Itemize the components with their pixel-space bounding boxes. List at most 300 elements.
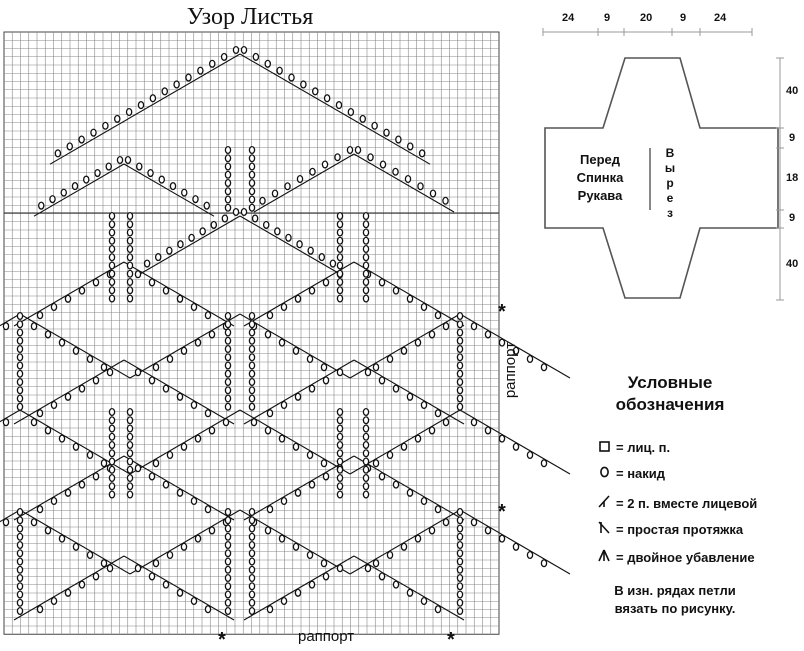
k2tog-icon xyxy=(596,494,612,511)
yarn-over-mark xyxy=(145,260,150,267)
yarn-over-mark xyxy=(93,279,98,286)
yarn-over-mark xyxy=(162,88,167,95)
yarn-over-mark xyxy=(499,435,504,442)
yarn-over-mark xyxy=(177,589,182,596)
rapport-bottom-label: раппорт xyxy=(298,628,355,645)
yarn-over-mark xyxy=(84,176,89,183)
yarn-over-mark xyxy=(109,442,114,449)
yarn-over-mark xyxy=(363,237,368,244)
yarn-over-mark xyxy=(51,598,56,605)
yarn-over-mark xyxy=(153,364,158,371)
yarn-over-mark xyxy=(225,533,230,540)
yarn-over-mark xyxy=(309,287,314,294)
yarn-over-mark xyxy=(379,473,384,480)
yarn-over-mark xyxy=(379,279,384,286)
yarn-over-mark xyxy=(249,558,254,565)
yarn-over-mark xyxy=(363,475,368,482)
yarn-over-mark xyxy=(181,543,186,550)
yarn-over-mark xyxy=(281,498,286,505)
yarn-over-mark xyxy=(407,589,412,596)
slip-decrease-icon xyxy=(596,520,612,537)
yarn-over-mark xyxy=(225,171,230,178)
yarn-over-mark xyxy=(45,331,50,338)
yarn-over-mark xyxy=(387,452,392,459)
yarn-over-mark xyxy=(17,337,22,344)
yarn-over-mark xyxy=(225,180,230,187)
yarn-over-mark xyxy=(167,356,172,363)
yarn-over-mark xyxy=(127,417,132,424)
yarn-over-mark xyxy=(337,229,342,236)
yarn-over-mark xyxy=(253,53,258,60)
dim-top-3: 20 xyxy=(640,12,653,24)
yarn-over-mark xyxy=(137,163,142,170)
yarn-over-mark xyxy=(336,102,341,109)
yarn-over-mark xyxy=(249,321,254,328)
yarn-over-mark xyxy=(127,442,132,449)
yarn-over-mark xyxy=(435,410,440,417)
yarn-over-mark xyxy=(249,575,254,582)
yarn-over-mark xyxy=(337,246,342,253)
legend-label: = лиц. п. xyxy=(616,440,671,455)
yarn-over-mark xyxy=(225,591,230,598)
yarn-over-mark xyxy=(295,489,300,496)
yarn-over-mark xyxy=(209,527,214,534)
yarn-over-mark xyxy=(17,583,22,590)
dim-side-5: 40 xyxy=(786,258,799,270)
yarn-over-mark xyxy=(127,450,132,457)
yarn-over-mark xyxy=(127,287,132,294)
yarn-over-mark xyxy=(178,241,183,248)
yarn-over-mark xyxy=(260,197,265,204)
yarn-over-mark xyxy=(337,213,342,220)
yarn-over-mark xyxy=(191,498,196,505)
yarn-over-mark xyxy=(177,295,182,302)
yarn-over-mark xyxy=(210,60,215,67)
yarn-over-mark xyxy=(195,339,200,346)
yarn-over-mark xyxy=(31,419,36,426)
yarn-over-mark xyxy=(323,377,328,384)
yarn-over-mark xyxy=(457,370,462,377)
dim-top-5: 24 xyxy=(714,12,727,24)
yarn-over-mark xyxy=(380,161,385,168)
schematic-neckline-label xyxy=(664,146,676,221)
yarn-over-mark xyxy=(249,517,254,524)
yarn-over-mark xyxy=(149,573,154,580)
yarn-over-mark xyxy=(457,395,462,402)
yarn-over-mark xyxy=(499,535,504,542)
yarn-over-mark xyxy=(156,254,161,261)
yarn-over-mark xyxy=(225,550,230,557)
yarn-over-mark xyxy=(163,385,168,392)
yarn-over-mark xyxy=(181,347,186,354)
yarn-over-mark xyxy=(65,295,70,302)
yarn-over-mark xyxy=(225,354,230,361)
yarn-over-mark xyxy=(363,221,368,228)
yarn-over-mark xyxy=(249,583,254,590)
yarn-over-mark xyxy=(249,354,254,361)
yarn-over-mark xyxy=(310,168,315,175)
yarn-over-mark xyxy=(79,481,84,488)
yarn-over-mark xyxy=(337,417,342,424)
yarn-over-mark xyxy=(267,410,272,417)
yarn-over-mark xyxy=(421,598,426,605)
yarn-over-mark xyxy=(308,247,313,254)
yarn-over-mark xyxy=(241,47,246,54)
yarn-over-mark xyxy=(249,395,254,402)
yarn-over-mark xyxy=(73,543,78,550)
legend-label: = накид xyxy=(616,466,666,481)
yarn-over-mark xyxy=(67,143,72,150)
yarn-over-mark xyxy=(309,385,314,392)
yarn-over-mark xyxy=(249,599,254,606)
yarn-over-mark xyxy=(337,409,342,416)
yarn-over-mark xyxy=(135,565,140,572)
yarn-over-mark xyxy=(182,189,187,196)
yarn-over-mark xyxy=(225,329,230,336)
yarn-over-mark xyxy=(189,234,194,241)
rapport-marker-side-top: * xyxy=(498,301,506,323)
yarn-over-mark xyxy=(17,329,22,336)
dim-side-3: 18 xyxy=(786,172,799,184)
yarn-over-mark xyxy=(337,237,342,244)
legend-label: = простая протяжка xyxy=(616,522,744,537)
yarn-over-mark xyxy=(251,419,256,426)
yarn-over-mark xyxy=(225,163,230,170)
yarn-over-mark xyxy=(37,606,42,613)
yarn-over-mark xyxy=(363,409,368,416)
yarn-over-mark xyxy=(405,176,410,183)
yarn-over-mark xyxy=(209,427,214,434)
yarn-over-mark xyxy=(167,452,172,459)
yarn-over-mark xyxy=(373,460,378,467)
yarn-over-mark xyxy=(337,369,342,376)
legend-heading-line: обозначения xyxy=(615,395,725,414)
yarn-over-mark xyxy=(457,321,462,328)
yarn-over-mark xyxy=(109,458,114,465)
yarn-over-mark xyxy=(205,410,210,417)
legend-item-k2tog xyxy=(596,494,757,511)
yarn-over-mark xyxy=(264,221,269,228)
yarn-over-mark xyxy=(225,583,230,590)
yarn-over-mark xyxy=(457,354,462,361)
yarn-over-mark xyxy=(249,204,254,211)
yarn-over-mark xyxy=(109,262,114,269)
yarn-over-mark xyxy=(249,337,254,344)
yarn-over-mark xyxy=(59,435,64,442)
yarn-over-mark xyxy=(401,347,406,354)
yarn-over-mark xyxy=(272,190,277,197)
yarn-over-mark xyxy=(109,237,114,244)
yarn-over-mark xyxy=(225,599,230,606)
yarn-over-mark xyxy=(249,379,254,386)
yarn-over-mark xyxy=(17,321,22,328)
yarn-over-mark xyxy=(149,377,154,384)
yarn-over-mark xyxy=(225,362,230,369)
yarn-over-mark xyxy=(337,466,342,473)
yarn-over-mark xyxy=(177,489,182,496)
yarn-over-mark xyxy=(295,393,300,400)
yarn-over-mark xyxy=(393,385,398,392)
yarn-over-mark xyxy=(135,271,140,278)
yarn-over-mark xyxy=(379,377,384,384)
yarn-over-mark xyxy=(37,410,42,417)
yarn-over-mark xyxy=(225,346,230,353)
yarn-over-mark xyxy=(363,433,368,440)
yarn-over-mark xyxy=(301,81,306,88)
yarn-over-mark xyxy=(337,254,342,261)
yarn-over-mark xyxy=(363,295,368,302)
yarn-over-mark xyxy=(225,517,230,524)
yarn-over-mark xyxy=(17,566,22,573)
yarn-over-mark xyxy=(79,136,84,143)
yarn-over-mark xyxy=(415,339,420,346)
yarn-over-mark xyxy=(65,489,70,496)
yarn-over-mark xyxy=(17,387,22,394)
yarn-over-mark xyxy=(87,452,92,459)
yarn-over-mark xyxy=(249,525,254,532)
yarn-over-mark xyxy=(407,393,412,400)
yarn-over-mark xyxy=(393,168,398,175)
yarn-over-mark xyxy=(421,498,426,505)
yarn-over-mark xyxy=(267,506,272,513)
yarn-over-mark xyxy=(115,115,120,122)
yarn-over-mark xyxy=(109,213,114,220)
yarn-over-mark xyxy=(204,202,209,209)
yarn-over-mark xyxy=(109,295,114,302)
yarn-over-mark xyxy=(297,241,302,248)
yarn-over-mark xyxy=(127,229,132,236)
yarn-over-mark xyxy=(337,458,342,465)
yarn-over-mark xyxy=(267,606,272,613)
yarn-over-mark xyxy=(337,450,342,457)
yarn-over-mark xyxy=(103,122,108,129)
yarn-over-mark xyxy=(117,157,122,164)
yarn-over-mark xyxy=(79,581,84,588)
yarn-over-mark xyxy=(249,163,254,170)
yarn-over-mark xyxy=(55,150,60,157)
yarn-over-mark xyxy=(513,543,518,550)
yarn-over-mark xyxy=(277,67,282,74)
yarn-over-mark xyxy=(363,483,368,490)
yarn-over-mark xyxy=(337,475,342,482)
yarn-over-mark xyxy=(430,190,435,197)
yarn-over-mark xyxy=(17,379,22,386)
yarn-over-mark xyxy=(225,155,230,162)
yarn-over-mark xyxy=(101,364,106,371)
yarn-over-mark xyxy=(17,542,22,549)
yarn-over-mark xyxy=(363,491,368,498)
yarn-over-mark xyxy=(93,473,98,480)
yarn-over-mark xyxy=(225,147,230,154)
yarn-over-mark xyxy=(17,599,22,606)
yarn-over-mark xyxy=(285,183,290,190)
yarn-over-mark xyxy=(323,473,328,480)
yarn-over-mark xyxy=(457,362,462,369)
yarn-over-mark xyxy=(337,483,342,490)
yarn-over-mark xyxy=(225,196,230,203)
legend-item-yarn-over xyxy=(596,466,665,481)
yarn-over-mark xyxy=(249,550,254,557)
yarn-over-mark xyxy=(3,519,8,526)
yarn-over-mark xyxy=(109,409,114,416)
yarn-over-mark xyxy=(281,304,286,311)
yarn-over-mark xyxy=(51,304,56,311)
dim-side-2: 9 xyxy=(789,132,796,144)
yarn-over-mark xyxy=(149,473,154,480)
yarn-over-mark xyxy=(279,435,284,442)
yarn-over-mark xyxy=(95,170,100,177)
yarn-over-mark xyxy=(363,213,368,220)
yarn-over-mark xyxy=(249,608,254,615)
yarn-over-mark xyxy=(471,519,476,526)
yarn-over-mark xyxy=(457,313,462,320)
yarn-over-mark xyxy=(253,215,258,222)
yarn-over-mark xyxy=(379,573,384,580)
dim-top-2: 9 xyxy=(604,12,611,24)
yarn-over-mark xyxy=(435,606,440,613)
rapport-marker-side-bottom: * xyxy=(498,501,506,523)
yarn-over-mark xyxy=(65,393,70,400)
yarn-over-mark xyxy=(45,427,50,434)
yarn-over-mark xyxy=(286,234,291,241)
yarn-over-mark xyxy=(457,509,462,516)
yarn-over-mark xyxy=(443,323,448,330)
yarn-over-mark xyxy=(267,312,272,319)
yarn-over-mark xyxy=(65,589,70,596)
yarn-over-mark xyxy=(101,460,106,467)
yarn-over-mark xyxy=(249,313,254,320)
yarn-over-mark xyxy=(79,287,84,294)
schematic-label-front: Перед xyxy=(580,152,620,167)
yarn-over-mark xyxy=(373,560,378,567)
yarn-over-mark xyxy=(471,419,476,426)
yarn-over-mark xyxy=(325,95,330,102)
yarn-over-mark xyxy=(87,552,92,559)
yarn-over-mark xyxy=(127,270,132,277)
page-title: Узор Листья xyxy=(186,4,314,30)
yarn-over-mark xyxy=(17,362,22,369)
yarn-over-mark xyxy=(513,443,518,450)
yarn-over-mark xyxy=(249,147,254,154)
yarn-over-mark xyxy=(418,183,423,190)
yarn-over-mark xyxy=(127,433,132,440)
yarn-over-mark xyxy=(135,369,140,376)
yarn-over-mark xyxy=(73,443,78,450)
yarn-over-mark xyxy=(363,425,368,432)
yarn-over-mark xyxy=(163,481,168,488)
yarn-over-mark xyxy=(109,254,114,261)
yarn-over-mark xyxy=(355,147,360,154)
yarn-over-mark xyxy=(127,221,132,228)
yarn-over-mark xyxy=(307,552,312,559)
yarn-over-mark xyxy=(457,533,462,540)
legend-label: = 2 п. вместе лицевой xyxy=(616,496,758,511)
yarn-over-mark xyxy=(337,442,342,449)
yarn-over-mark xyxy=(393,581,398,588)
yarn-over-mark xyxy=(195,435,200,442)
yarn-over-mark xyxy=(415,435,420,442)
yarn-over-mark xyxy=(249,370,254,377)
yarn-over-mark xyxy=(249,171,254,178)
yarn-over-mark xyxy=(363,458,368,465)
yarn-over-mark xyxy=(249,509,254,516)
yarn-over-mark xyxy=(50,196,55,203)
yarn-over-mark xyxy=(109,475,114,482)
yarn-over-mark xyxy=(372,122,377,129)
yarn-over-mark xyxy=(174,81,179,88)
yarn-over-mark xyxy=(363,246,368,253)
yarn-over-mark xyxy=(3,323,8,330)
yarn-over-mark xyxy=(249,542,254,549)
yarn-over-mark xyxy=(225,313,230,320)
yarn-over-mark xyxy=(17,354,22,361)
yarn-over-mark xyxy=(457,403,462,410)
legend-item-double-decrease xyxy=(596,548,755,565)
legend-note-line: вязать по рисунку. xyxy=(614,601,736,616)
yarn-over-mark xyxy=(457,517,462,524)
yarn-over-mark xyxy=(457,591,462,598)
yarn-over-mark xyxy=(186,74,191,81)
yarn-over-mark xyxy=(31,323,36,330)
yarn-over-mark xyxy=(17,346,22,353)
yarn-over-mark xyxy=(457,583,462,590)
yarn-over-mark xyxy=(225,188,230,195)
yarn-over-mark xyxy=(457,379,462,386)
yarn-over-mark xyxy=(457,550,462,557)
yarn-over-mark xyxy=(17,525,22,532)
yarn-over-mark xyxy=(420,150,425,157)
yarn-over-mark xyxy=(293,543,298,550)
yarn-over-mark xyxy=(148,170,153,177)
yarn-over-mark xyxy=(225,403,230,410)
yarn-over-mark xyxy=(421,402,426,409)
yarn-over-mark xyxy=(127,213,132,220)
yarn-over-mark xyxy=(363,417,368,424)
yarn-over-mark xyxy=(87,356,92,363)
yarn-over-mark xyxy=(297,176,302,183)
yarn-over-mark xyxy=(107,565,112,572)
yarn-over-mark xyxy=(384,129,389,136)
yarn-over-mark xyxy=(59,535,64,542)
yarn-over-mark xyxy=(363,279,368,286)
dim-top-4: 9 xyxy=(680,12,687,24)
double-decrease-icon xyxy=(596,548,612,565)
yarn-over-mark xyxy=(93,377,98,384)
yarn-over-mark xyxy=(17,550,22,557)
yarn-over-mark xyxy=(138,102,143,109)
yarn-over-mark xyxy=(429,427,434,434)
yarn-over-mark xyxy=(457,575,462,582)
yarn-over-mark xyxy=(31,519,36,526)
yarn-over-mark xyxy=(275,228,280,235)
yarn-over-mark xyxy=(249,180,254,187)
yarn-over-mark xyxy=(17,533,22,540)
yarn-over-mark xyxy=(109,425,114,432)
yarn-over-mark xyxy=(279,535,284,542)
yarn-over-mark xyxy=(541,364,546,371)
yarn-over-mark xyxy=(321,460,326,467)
yarn-over-mark xyxy=(321,560,326,567)
yarn-over-mark xyxy=(485,331,490,338)
yarn-over-mark xyxy=(17,403,22,410)
yarn-over-mark xyxy=(109,466,114,473)
yarn-over-mark xyxy=(159,176,164,183)
yarn-over-mark xyxy=(163,287,168,294)
yarn-over-mark xyxy=(337,433,342,440)
yarn-over-mark xyxy=(363,466,368,473)
neckline-letter: е xyxy=(666,191,674,205)
yarn-over-mark xyxy=(249,403,254,410)
